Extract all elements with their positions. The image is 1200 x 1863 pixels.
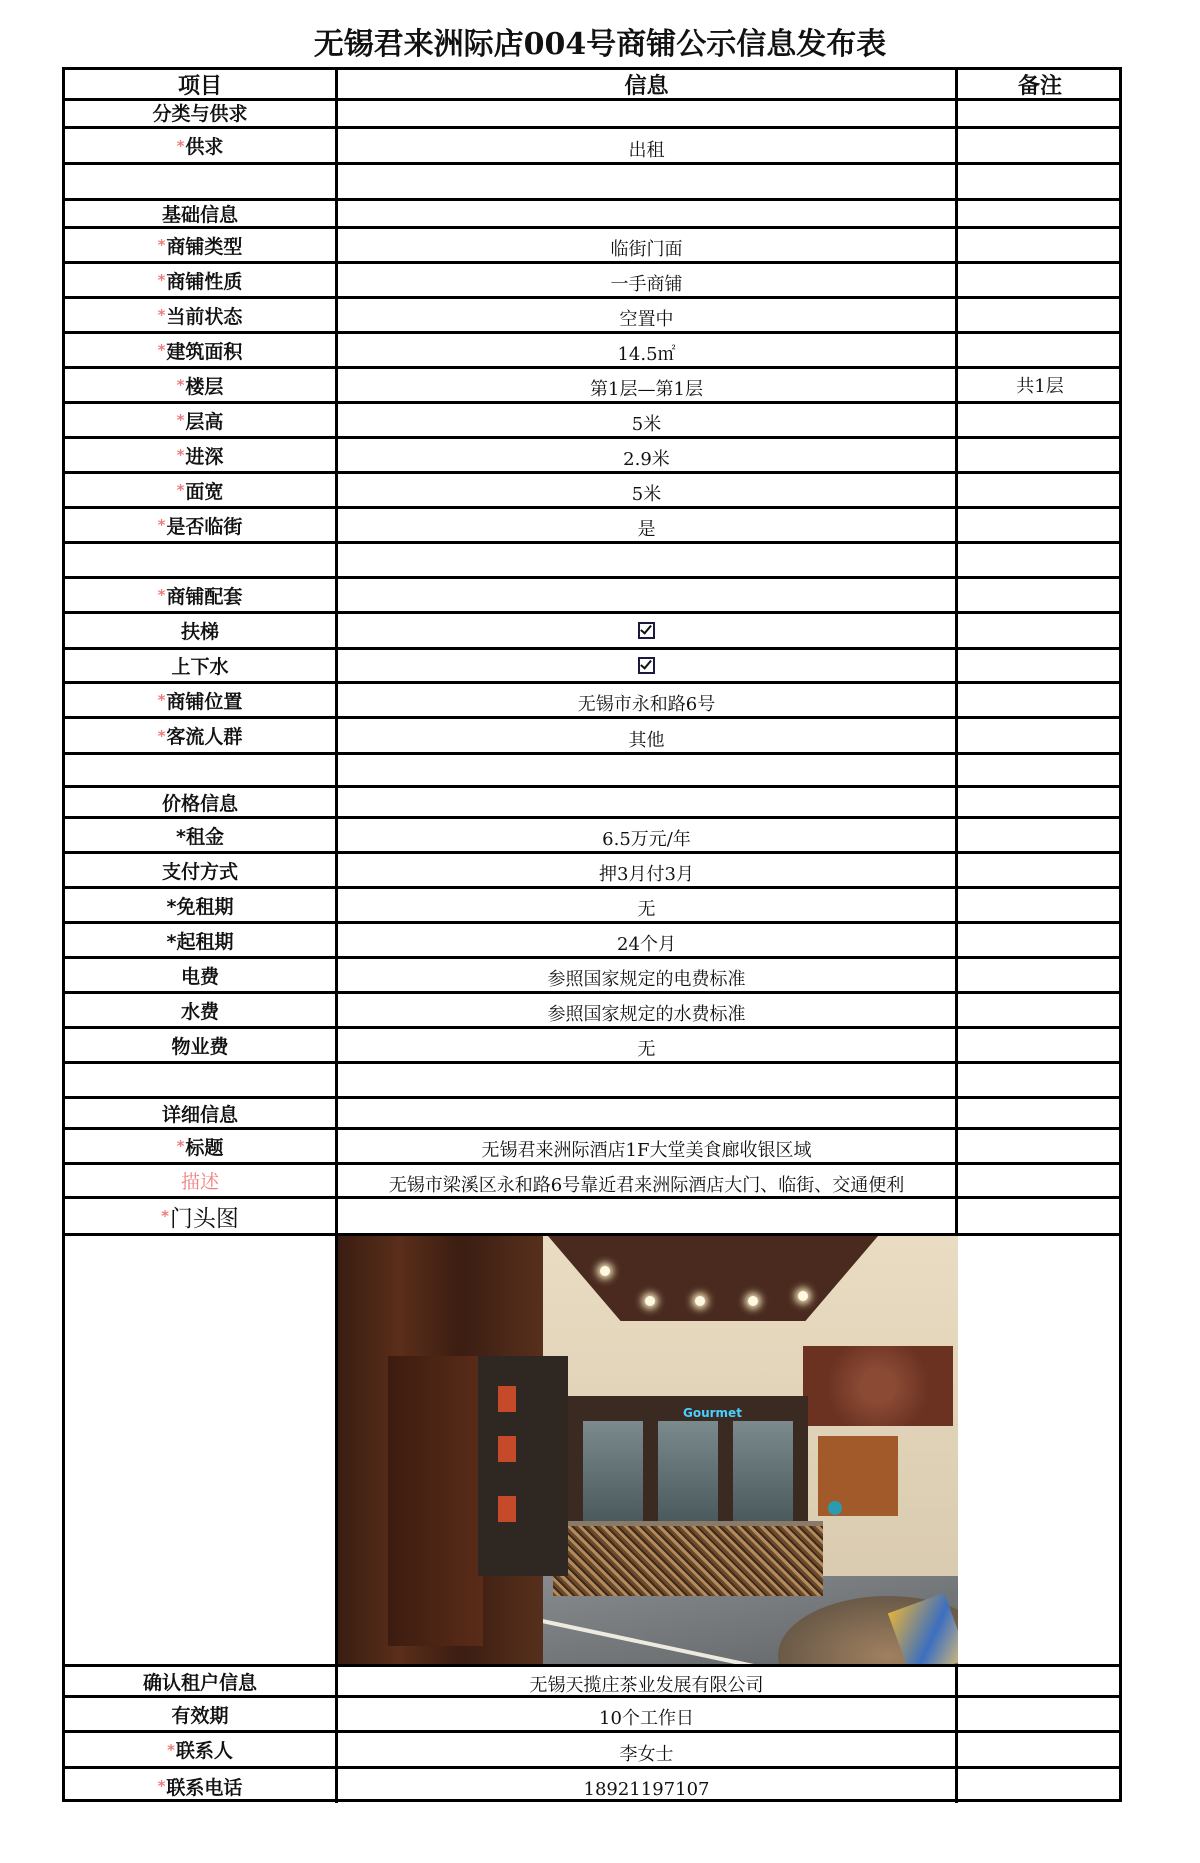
table-row: [65, 614, 1119, 650]
table-row: [65, 369, 1119, 404]
row-value: [338, 201, 958, 226]
row-remark: [958, 1099, 1122, 1127]
row-value: 无: [338, 889, 958, 921]
required-star-icon: *: [157, 236, 166, 254]
row-value: 2.9米: [338, 439, 958, 471]
cabinet: [658, 1421, 718, 1521]
row-label: [65, 544, 338, 576]
row-remark: [958, 924, 1122, 956]
row-label: 支付方式: [65, 854, 338, 886]
cabinet: [583, 1421, 643, 1521]
row-label: * 商铺配套: [65, 579, 338, 611]
row-remark: [958, 614, 1122, 647]
table-row: [65, 1698, 1119, 1733]
vase: [828, 1501, 842, 1515]
row-value: 临街门面: [338, 229, 958, 261]
row-label: 确认租户信息: [65, 1667, 338, 1695]
row-value: 5米: [338, 404, 958, 436]
row-label: 物业费: [65, 1029, 338, 1061]
row-remark: [958, 684, 1122, 716]
row-remark: [958, 439, 1122, 471]
required-star-icon: *: [157, 586, 166, 604]
row-value: 24个月: [338, 924, 958, 956]
row-label: 详细信息: [65, 1099, 338, 1127]
table-row: [65, 684, 1119, 719]
row-value: 无锡市梁溪区永和路6号靠近君来洲际酒店大门、临街、交通便利: [338, 1165, 958, 1196]
row-remark: [958, 650, 1122, 681]
required-star-icon: *: [157, 271, 166, 289]
checkbox-checked-icon[interactable]: [638, 657, 655, 674]
table-row: [65, 994, 1119, 1029]
row-remark: [958, 1698, 1122, 1730]
row-remark: [958, 299, 1122, 331]
row-remark: [958, 719, 1122, 752]
table-row: [65, 229, 1119, 264]
row-label: 电费: [65, 959, 338, 991]
gourmet-sign: Gourmet: [683, 1406, 742, 1420]
row-value: 无锡君来洲际酒店1F大堂美食廊收银区域: [338, 1130, 958, 1162]
required-star-icon: *: [157, 726, 166, 745]
row-value: 李女士: [338, 1733, 958, 1766]
row-value: 是: [338, 509, 958, 541]
row-remark: [958, 854, 1122, 886]
row-remark: [958, 201, 1122, 226]
row-value: [338, 1199, 958, 1233]
row-remark: [958, 99, 1122, 126]
counter: [553, 1521, 823, 1596]
row-value: 押3月付3月: [338, 854, 958, 886]
table-row: [65, 1236, 1119, 1667]
row-value: 5米: [338, 474, 958, 506]
header-remark: 备注: [1017, 72, 1062, 99]
table-row: [65, 1769, 1119, 1803]
row-label: * 客流人群: [65, 719, 338, 752]
row-remark: [958, 129, 1122, 162]
row-label: 有效期: [65, 1698, 338, 1730]
row-remark: [958, 959, 1122, 991]
table-row: [65, 854, 1119, 889]
row-label: 描述: [65, 1165, 338, 1196]
ceiling-light: [798, 1291, 808, 1301]
row-label: * 标题: [65, 1130, 338, 1162]
row-value: [338, 650, 958, 681]
row-value: [338, 755, 958, 785]
table-row: [65, 650, 1119, 684]
row-value: [338, 1099, 958, 1127]
row-value: [338, 544, 958, 576]
row-remark: [958, 474, 1122, 506]
row-label: *起租期: [65, 924, 338, 956]
row-remark: [958, 1029, 1122, 1061]
required-star-icon: *: [167, 1740, 175, 1759]
table-row: [65, 1130, 1119, 1165]
row-value: 无锡天揽庄茶业发展有限公司: [338, 1667, 958, 1695]
row-remark: 共1层: [1016, 376, 1064, 397]
row-remark: [958, 994, 1122, 1026]
table-row: [65, 1733, 1119, 1769]
red-box: [498, 1386, 516, 1412]
row-remark: [958, 1667, 1122, 1695]
row-label: * 商铺位置: [65, 684, 338, 716]
row-value: 其他: [338, 719, 958, 752]
row-label: [65, 165, 338, 198]
row-label: * 商铺类型: [65, 229, 338, 261]
row-value: [338, 788, 958, 816]
row-label: [65, 1236, 338, 1664]
checkbox-checked-icon[interactable]: [638, 622, 655, 639]
section-row: [65, 201, 1119, 229]
row-value: 第1层—第1层: [338, 369, 958, 401]
row-value: 参照国家规定的水费标准: [338, 994, 958, 1026]
side-shelf: [478, 1356, 568, 1576]
row-remark: [958, 509, 1122, 541]
row-value: 14.5㎡: [338, 334, 958, 366]
page-title: 无锡君来洲际店004号商铺公示信息发布表: [313, 27, 887, 62]
row-label: [65, 1064, 338, 1096]
red-box: [498, 1436, 516, 1462]
ceiling-shape: [548, 1236, 878, 1321]
blank-row: [65, 1064, 1119, 1099]
row-label: 上下水: [65, 650, 338, 681]
row-remark: [958, 404, 1122, 436]
header-item: 项目: [65, 70, 338, 98]
row-label: * 楼层: [65, 369, 338, 401]
row-value: 18921197107: [338, 1769, 958, 1803]
required-star-icon: *: [176, 481, 185, 499]
row-remark: [958, 334, 1122, 366]
table-row: [65, 404, 1119, 439]
table-row: [65, 1029, 1119, 1064]
row-remark: [958, 1130, 1122, 1162]
info-table: [62, 67, 1122, 1802]
required-star-icon: *: [157, 691, 166, 709]
blank-row: [65, 544, 1119, 579]
blank-row: [65, 165, 1119, 201]
row-remark: [958, 544, 1122, 576]
section-row: [65, 579, 1119, 614]
row-label: 水费: [65, 994, 338, 1026]
cabinet: [733, 1421, 793, 1521]
row-label: * 面宽: [65, 474, 338, 506]
section-row: [65, 99, 1119, 129]
row-remark: [958, 1769, 1122, 1803]
row-value: 无: [338, 1029, 958, 1061]
blank-row: [65, 755, 1119, 788]
row-label: * 进深: [65, 439, 338, 471]
section-row: [65, 788, 1119, 819]
required-star-icon: *: [157, 516, 166, 534]
row-value: [338, 99, 958, 126]
ceiling-light: [600, 1266, 610, 1276]
required-star-icon: *: [176, 1137, 185, 1155]
row-remark: [958, 1165, 1122, 1196]
row-remark: [958, 755, 1122, 785]
row-label: * 供求: [65, 129, 338, 162]
table-row: [65, 129, 1119, 165]
row-label: *租金: [65, 819, 338, 851]
header-info: 信息: [338, 70, 958, 98]
row-remark: [958, 1236, 1122, 1664]
row-value: 无锡市永和路6号: [338, 684, 958, 716]
row-value: 10个工作日: [338, 1698, 958, 1730]
ceiling-light: [748, 1296, 758, 1306]
row-label: 价格信息: [65, 788, 338, 816]
row-remark: [958, 264, 1122, 296]
row-label: * 联系电话: [65, 1769, 338, 1803]
table-row: [65, 889, 1119, 924]
table-row: [65, 299, 1119, 334]
table-row: [65, 1667, 1119, 1698]
row-value: 一手商铺: [338, 264, 958, 296]
row-value: [338, 1064, 958, 1096]
required-star-icon: *: [161, 1207, 169, 1225]
door: [388, 1356, 483, 1646]
required-star-icon: *: [157, 341, 166, 359]
row-label: * 当前状态: [65, 299, 338, 331]
required-star-icon: *: [157, 1777, 166, 1795]
row-label: * 联系人: [65, 1733, 338, 1766]
row-value: 参照国家规定的电费标准: [338, 959, 958, 991]
row-remark: [958, 1199, 1122, 1233]
table-row: [65, 1165, 1119, 1199]
row-remark: [958, 165, 1122, 198]
row-label: [65, 755, 338, 785]
row-label: * 门头图: [65, 1199, 338, 1233]
required-star-icon: *: [176, 136, 185, 155]
row-label: * 是否临街: [65, 509, 338, 541]
row-label: *免租期: [65, 889, 338, 921]
table-row: [65, 509, 1119, 544]
row-label: 扶梯: [65, 614, 338, 647]
red-box: [498, 1496, 516, 1522]
required-star-icon: *: [157, 306, 166, 324]
table-row: [65, 474, 1119, 509]
row-remark: [958, 579, 1122, 611]
row-value: [338, 165, 958, 198]
row-remark: [958, 819, 1122, 851]
required-star-icon: *: [176, 376, 185, 394]
row-remark: [958, 1064, 1122, 1096]
row-remark: [958, 229, 1122, 261]
decor-panel: [803, 1346, 953, 1426]
row-remark: [958, 1733, 1122, 1766]
ceiling-light: [645, 1296, 655, 1306]
row-label: * 建筑面积: [65, 334, 338, 366]
table-row: [65, 439, 1119, 474]
table-row: [65, 959, 1119, 994]
row-label: * 层高: [65, 404, 338, 436]
row-value: 6.5万元/年: [338, 819, 958, 851]
required-star-icon: *: [176, 446, 185, 464]
required-star-icon: *: [176, 411, 185, 429]
section-row: [65, 1099, 1119, 1130]
table-row: [65, 1199, 1119, 1236]
row-label: 基础信息: [65, 201, 338, 226]
row-value: 空置中: [338, 299, 958, 331]
table-row: [65, 924, 1119, 959]
storefront-photo: [338, 1236, 958, 1664]
table-row: [65, 719, 1119, 755]
row-label: * 商铺性质: [65, 264, 338, 296]
ceiling-light: [695, 1296, 705, 1306]
table-row: [65, 334, 1119, 369]
row-label: 分类与供求: [65, 99, 338, 126]
table-row: [65, 264, 1119, 299]
row-value: 出租: [338, 129, 958, 162]
row-remark: [958, 889, 1122, 921]
table-row: [65, 819, 1119, 854]
row-value: [338, 614, 958, 647]
table-header-row: [65, 70, 1119, 101]
row-value: [338, 579, 958, 611]
row-remark: [958, 788, 1122, 816]
